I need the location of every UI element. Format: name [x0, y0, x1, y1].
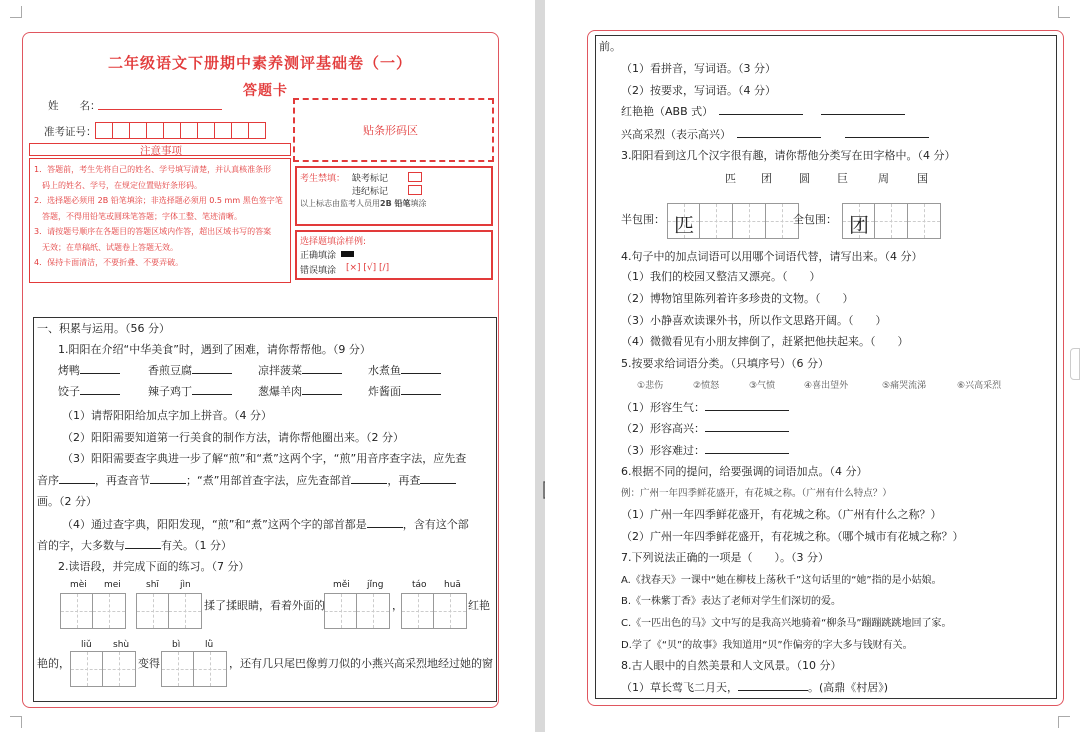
question-r2: （2）按要求，写词语。（4 分） — [621, 84, 776, 97]
pinyin: měi — [333, 580, 350, 590]
question-4-item: （1）我们的校园又整洁又漂亮。（ ） — [621, 270, 821, 283]
question-1: 1.阳阳在介绍“中华美食”时，遇到了困难，请你帮帮他。（9 分） — [58, 343, 371, 356]
missing-mark-box[interactable] — [408, 172, 422, 182]
correct-fill-mark — [341, 251, 354, 257]
food-item: 葱爆羊肉 — [258, 383, 342, 399]
wrong-fill-examples: [×] [√] [/] — [346, 263, 390, 273]
name-label: 姓 名： — [48, 100, 101, 112]
passage-comma: ， — [392, 599, 403, 612]
question-7-option: D.学了《“贝”的故事》我知道用“贝”作偏旁的字大多与钱财有关。 — [621, 640, 913, 651]
crop-mark — [1058, 716, 1070, 728]
notes-box — [29, 158, 291, 283]
question-5-item: （2）形容高兴： — [621, 420, 789, 436]
question-7: 7.下列说法正确的一项是（ ）。（3 分） — [621, 551, 829, 564]
char-option: 周 — [878, 172, 889, 185]
question-1-3-line3: 画。（2 分） — [37, 495, 97, 508]
pinyin: lǜ — [205, 640, 214, 650]
food-item: 凉拌菠菜 — [258, 362, 342, 378]
question-6-example: 例：广州一年四季鲜花盛开，有花城之称。（广州有什么特点？） — [621, 488, 892, 499]
pinyin: mei — [104, 580, 121, 590]
crop-mark — [10, 716, 22, 728]
question-2: 2.读语段，并完成下面的练习。（7 分） — [58, 560, 250, 573]
id-label: 准考证号： — [44, 126, 97, 138]
fill-example-title: 选择题填涂样例: — [300, 237, 367, 247]
question-1-3-line2: 音序 ，再查音节 ；“煮”用部首查字法，应先查部首 ，再查 — [37, 472, 456, 488]
question-4-item: （3）小静喜欢读课外书，所以作文思路开阔。（ ） — [621, 314, 887, 327]
pinyin: liǔ — [81, 640, 92, 650]
question-1-3: （3）阳阳需要查字典进一步了解“煎”和“煮”这两个字，“煎”用音序查字法，应先查 — [62, 452, 467, 465]
full-enclosure-label: 全包围： — [793, 213, 837, 226]
food-item: 辣子鸡丁 — [148, 383, 232, 399]
pinyin: bì — [172, 640, 181, 650]
food-item: 香煎豆腐 — [148, 362, 232, 378]
note-line: 1．答题前，考生先将自己的姓名、学号填写清楚，并认真核准条形 — [34, 165, 272, 174]
question-5: 5.按要求给词语分类。（只填序号）（6 分） — [621, 357, 829, 370]
pinyin: táo — [412, 580, 427, 590]
question-3: 3.阳阳看到这几个汉字很有趣，请你帮他分类写在田字格中。（4 分） — [621, 149, 956, 162]
question-1-4-line2: 首的字，大多数与 有关。（1 分） — [37, 539, 232, 552]
pinyin: shù — [113, 640, 130, 650]
char-option: 国 — [917, 172, 928, 185]
forbid-note: 以上标志由监考人员用2B 铅笔填涂 — [300, 199, 427, 208]
question-7-option: A.《找春天》一课中“她在柳枝上荡秋千”这句话里的“她”指的是小姑娘。 — [621, 575, 942, 586]
happy-word: 兴高采烈（表示高兴） — [621, 126, 929, 142]
question-6: 6.根据不同的提问，给要强调的词语加点。（4 分） — [621, 465, 868, 478]
writing-grid[interactable] — [324, 593, 390, 629]
notes-title: 注意事项 — [140, 145, 182, 157]
side-scroll-handle[interactable] — [1070, 348, 1080, 380]
writing-grid[interactable] — [136, 593, 202, 629]
food-item: 炸酱面 — [368, 383, 441, 399]
question-1-2: （2）阳阳需要知道第一行美食的制作方法，请你帮他圈出来。（2 分） — [62, 431, 404, 444]
question-6-item: （1）广州一年四季鲜花盛开，有花城之称。（广州有什么之称？） — [621, 508, 942, 521]
half-enclosure-grid[interactable] — [667, 203, 799, 239]
word-option: ①悲伤 — [637, 381, 664, 391]
passage-text: 艳的， — [37, 657, 70, 670]
id-boxes[interactable] — [96, 122, 266, 143]
pinyin: huā — [444, 580, 461, 590]
section-heading: 一、积累与运用。（56 分） — [37, 322, 170, 335]
passage-text: 红艳 — [468, 599, 490, 612]
correct-fill-label: 正确填涂 — [300, 251, 337, 261]
note-line: 4．保持卡面清洁，不要折叠、不要弄破。 — [34, 258, 184, 267]
note-line: 答题，不得用铅笔或圆珠笔答题；字体工整、笔迹清晰。 — [42, 211, 242, 221]
writing-grid[interactable] — [401, 593, 467, 629]
char-option: 匹 — [725, 172, 736, 185]
forbid-label: 考生禁填： — [300, 174, 346, 184]
question-r1: （1）看拼音，写词语。（3 分） — [621, 62, 776, 75]
pinyin: shī — [146, 580, 159, 590]
note-line: 码上的姓名、学号，在规定位置贴好条形码。 — [42, 180, 202, 190]
left-page — [0, 0, 535, 732]
question-7-option: B.《一株紫丁香》表达了老师对学生们深切的爱。 — [621, 596, 842, 607]
question-5-item: （1）形容生气： — [621, 399, 789, 415]
writing-grid[interactable] — [70, 651, 136, 687]
food-item: 水煮鱼 — [368, 362, 441, 378]
word-option: ③气愤 — [749, 381, 776, 391]
abb-word: 红艳艳（ABB 式） — [621, 103, 905, 119]
char-option: 圆 — [799, 172, 810, 185]
crop-mark — [10, 6, 22, 18]
wrong-fill-label: 错误填涂 — [300, 266, 337, 276]
writing-grid[interactable] — [161, 651, 227, 687]
question-7-option: C.《一匹出色的马》文中写的是我高兴地骑着“柳条马”蹦蹦跳跳地回了家。 — [621, 618, 952, 629]
example-char: 团 — [849, 213, 869, 237]
writing-grid[interactable] — [60, 593, 126, 629]
full-enclosure-grid[interactable] — [842, 203, 941, 239]
missing-mark-label: 缺考标记 — [352, 174, 389, 184]
word-option: ⑥兴高采烈 — [957, 381, 1002, 391]
question-4-item: （4）微微看见有小朋友摔倒了，赶紧把他扶起来。（ ） — [621, 335, 909, 348]
word-option: ④喜出望外 — [804, 381, 849, 391]
answer-card-subtitle: 答题卡 — [243, 83, 288, 99]
pinyin: mèi — [70, 580, 87, 590]
passage-text: ，还有几只尾巴像剪刀似的小燕兴高采烈地经过她的窗 — [229, 657, 493, 670]
passage-text: 变得 — [138, 657, 160, 670]
note-line: 无效；在草稿纸、试题卷上答题无效。 — [42, 242, 178, 252]
question-1-4: （4）通过查字典，阳阳发现，“煎”和“煮”这两个字的部首都是 ，含有这个部 — [62, 518, 469, 531]
question-1-1: （1）请帮阳阳给加点字加上拼音。（4 分） — [62, 409, 272, 422]
question-6-item: （2）广州一年四季鲜花盛开，有花城之称。（哪个城市有花城之称？） — [621, 530, 964, 543]
word-option: ⑤痛哭流涕 — [882, 381, 927, 391]
note-line: 3．请按题号顺序在各题目的答题区域内作答，超出区域书写的答案 — [34, 227, 272, 236]
page-title: 二年级语文下册期中素养测评基础卷（一） — [108, 54, 413, 72]
question-8: 8.古人眼中的自然美景和人文风景。（10 分） — [621, 659, 842, 672]
crop-mark — [1058, 6, 1070, 18]
example-char: 匹 — [674, 213, 694, 237]
food-item: 饺子 — [58, 383, 120, 399]
question-5-item: （3）形容难过： — [621, 442, 789, 458]
half-enclosure-label: 半包围： — [621, 213, 665, 226]
char-option: 巨 — [837, 172, 848, 185]
violation-mark-box[interactable] — [408, 185, 422, 195]
pinyin: jìn — [180, 580, 191, 590]
barcode-label: 贴条形码区 — [363, 124, 418, 137]
question-4: 4.句子中的加点词语可以用哪个词语代替，请写出来。（4 分） — [621, 250, 923, 263]
passage-text: 揉了揉眼睛，看着外面的 — [204, 599, 325, 612]
right-page — [545, 0, 1080, 732]
name-field[interactable] — [98, 109, 222, 110]
note-line: 2．选择题必须用 2B 铅笔填涂；非选择题必须用 0.5 mm 黑色签字笔 — [34, 196, 283, 205]
pinyin: jǐng — [367, 580, 384, 590]
top-fragment: 前。 — [599, 40, 621, 53]
char-option: 团 — [761, 172, 772, 185]
question-4-item: （2）博物馆里陈列着许多珍贵的文物。（ ） — [621, 292, 854, 305]
food-item: 烤鸭 — [58, 362, 120, 378]
violation-mark-label: 违纪标记 — [352, 187, 389, 197]
question-8-1: （1）草长莺飞二月天， 。(高鼎《村居》) — [621, 681, 889, 694]
word-option: ②愤怒 — [693, 381, 720, 391]
